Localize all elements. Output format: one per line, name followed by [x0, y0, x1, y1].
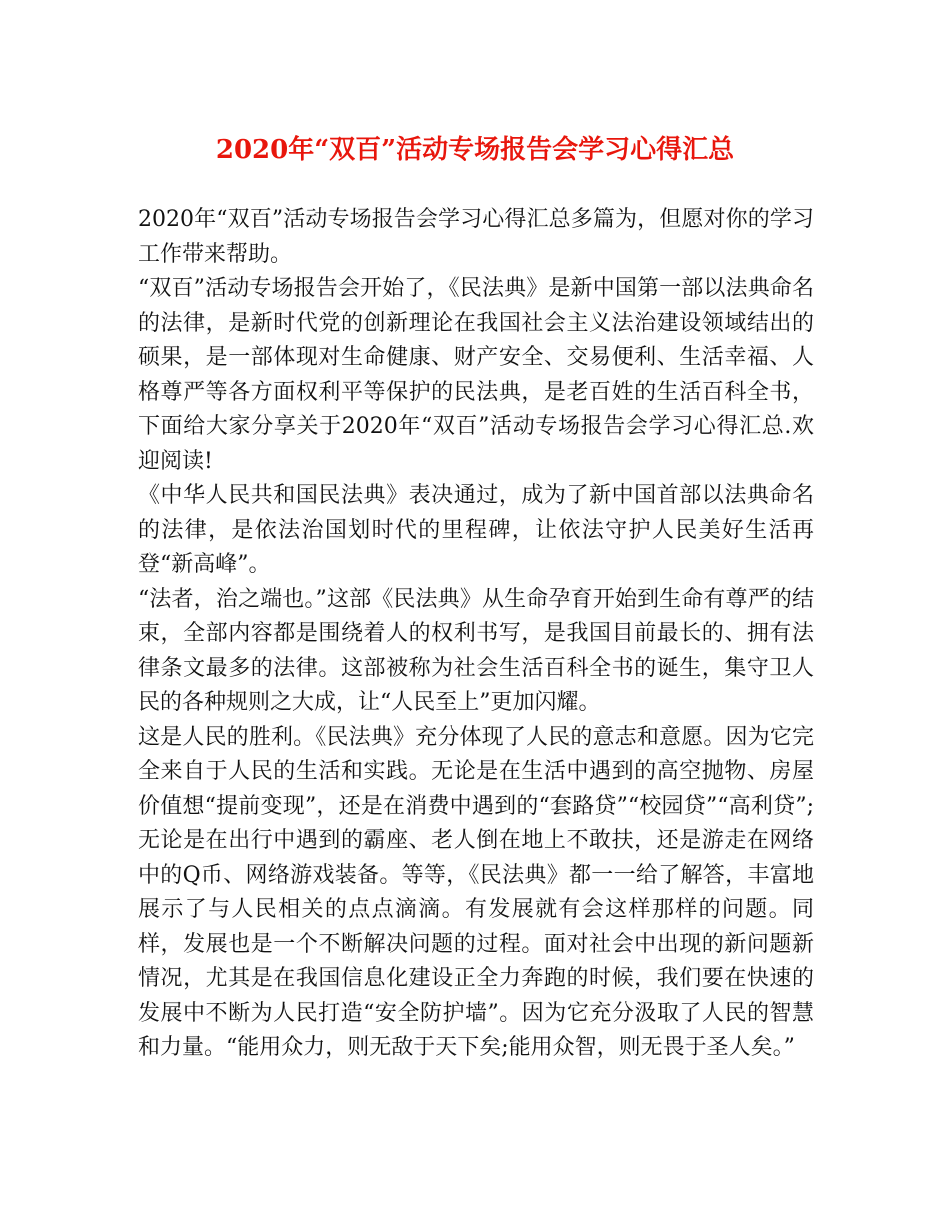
- paragraph-law-rule: “法者，治之端也。”这部《民法典》从生命孕育开始到生命有尊严的结束，全部内容都是围绕着人的权利书写，是我国目前最长的、拥有法律条文最多的法律。这部被称为社会生活百科全书的诞生，集守卫人民的各种规则之大成，让“人民至上”更加闪耀。: [138, 586, 814, 715]
- paragraph-passage: 《中华人民共和国民法典》表决通过，成为了新中国首部以法典命名的法律，是依法治国划时代的里程碑，让依法守护人民美好生活再登“新高峰”。: [138, 483, 814, 577]
- paragraph-people-victory: 这是人民的胜利。《民法典》充分体现了人民的意志和意愿。因为它完全来自于人民的生活和实践。无论是在生活中遇到的高空抛物、房屋价值想“提前变现”，还是在消费中遇到的“套路贷”“校园贷”“高利贷”;无论是在出行中遇到的霸座、老人倒在地上不敢扶，还是游走在网络中的Q币、网络游戏装备。等等，《民法典》都一一给了解答，丰富地展示了与人民相关的点点滴滴。有发展就有会这样那样的问题。同样，发展也是一个不断解决问题的过程。面对社会中出现的新问题新情况，尤其是在我国信息化建设正全力奔跑的时候，我们要在快速的发展中不断为人民打造“安全防护墙”。因为它充分汲取了人民的智慧和力量。“能用众力，则无敌于天下矣;能用众智，则无畏于圣人矣。”: [138, 724, 814, 1060]
- document-title: 2020年“双百”活动专场报告会学习心得汇总: [215, 135, 735, 165]
- paragraph-opening: “双百”活动专场报告会开始了，《民法典》是新中国第一部以法典命名的法律，是新时代党的创新理论在我国社会主义法治建设领域结出的硕果，是一部体现对生命健康、财产安全、交易便利、生活幸福、人格尊严等各方面权利平等保护的民法典，是老百姓的生活百科全书，下面给大家分享关于2020年“双百”活动专场报告会学习心得汇总.欢迎阅读!: [138, 276, 814, 474]
- paragraph-intro: 2020年“双百”活动专场报告会学习心得汇总多篇为，但愿对你的学习工作带来帮助。: [138, 207, 814, 267]
- document-body: [138, 203, 814, 1066]
